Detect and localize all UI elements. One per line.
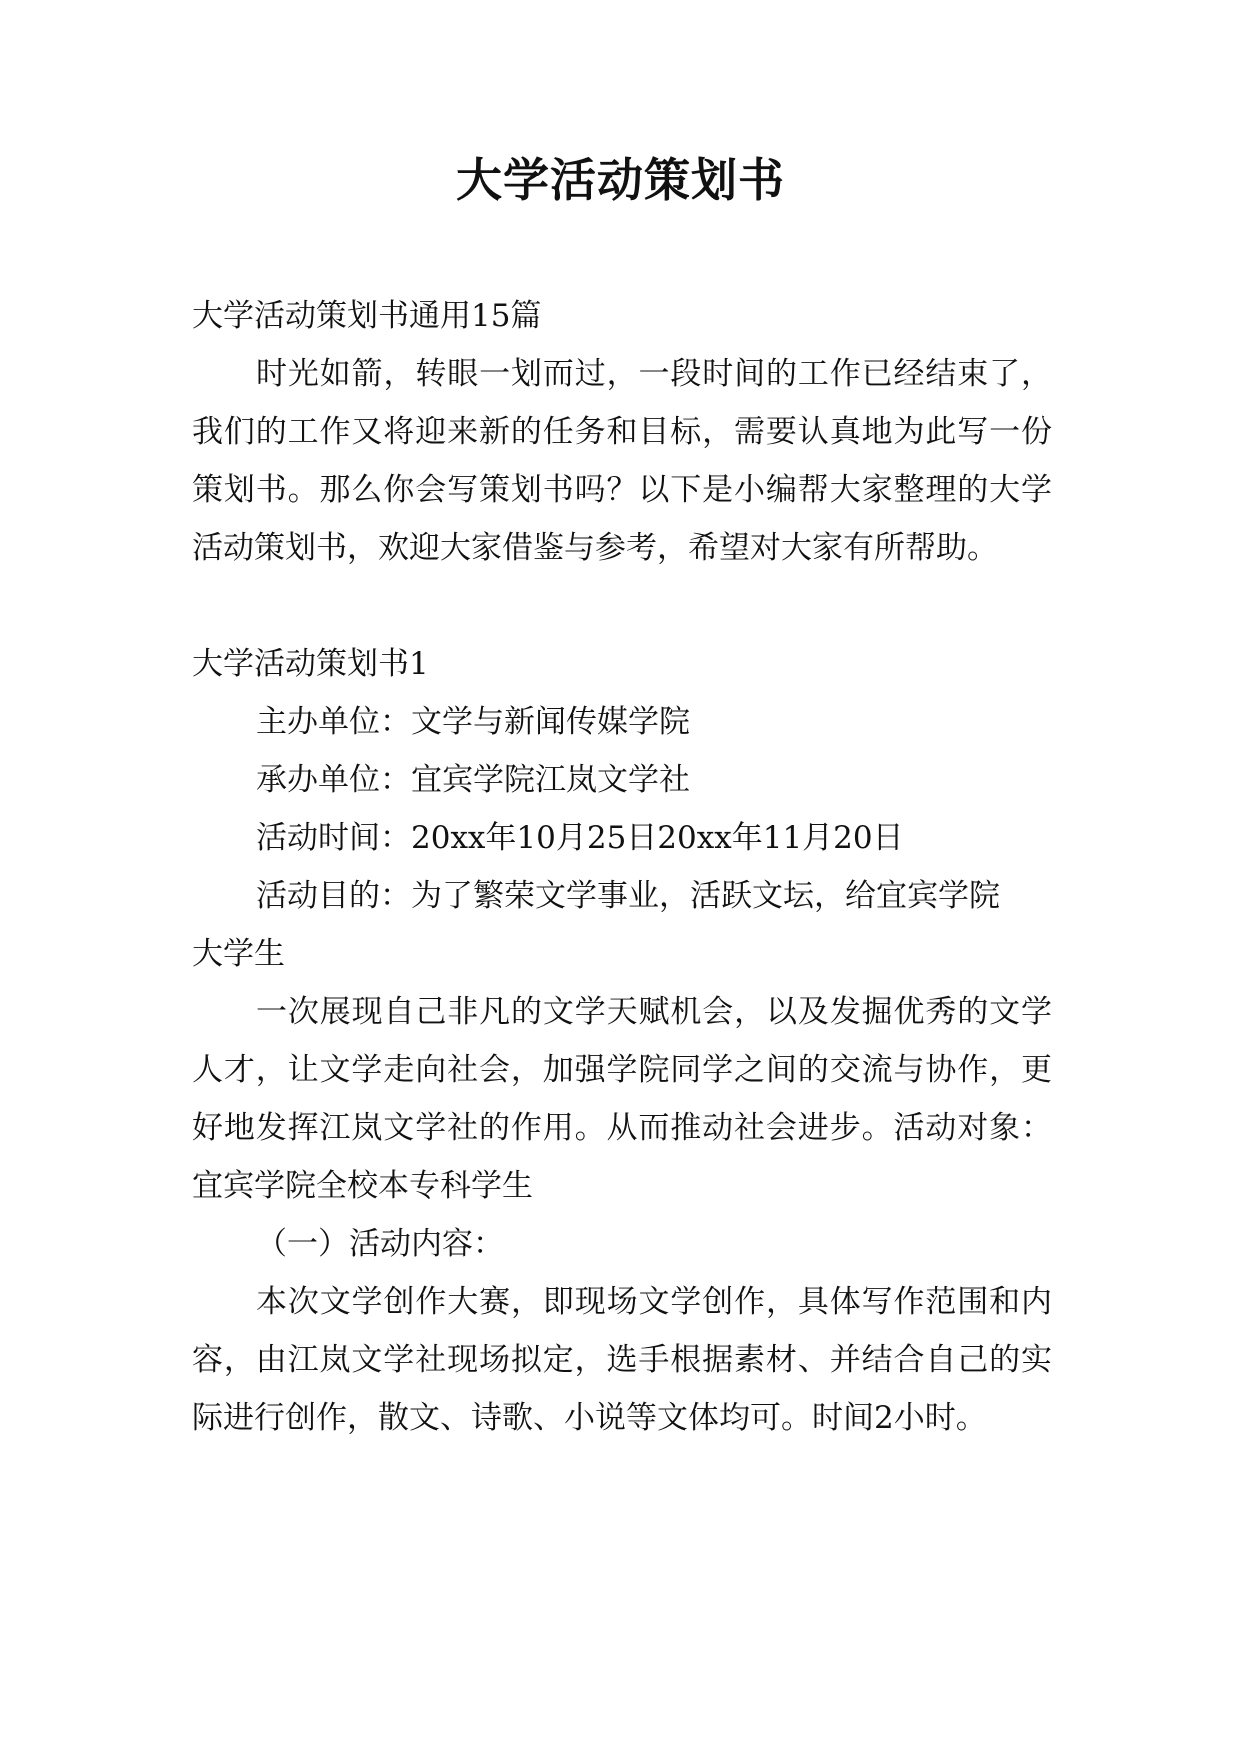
purpose-continuation: 大学生 <box>192 936 285 972</box>
organizer-line: 主办单位：文学与新闻传媒学院 <box>256 704 690 740</box>
purpose-line: 活动目的：为了繁荣文学事业，活跃文坛，给宜宾学院 <box>256 878 1000 914</box>
subtitle: 大学活动策划书通用15篇 <box>192 298 542 334</box>
content-heading: （一）活动内容： <box>256 1226 504 1262</box>
purpose-paragraph: 一次展现自己非凡的文学天赋机会，以及发掘优秀的文学人才，让文学走向社会，加强学院同学之间的交流与协作，更好地发挥江岚文学社的作用。从而推动社会进步。活动对象：宜宾学院全校本专科学生 <box>192 994 1052 1204</box>
section-heading: 大学活动策划书1 <box>192 646 429 682</box>
document-title: 大学活动策划书 <box>456 153 785 207</box>
document-body <box>192 287 1052 1447</box>
content-paragraph: 本次文学创作大赛，即现场文学创作，具体写作范围和内容，由江岚文学社现场拟定，选手根据素材、并结合自己的实际进行创作，散文、诗歌、小说等文体均可。时间2小时。 <box>192 1284 1052 1436</box>
co-organizer-line: 承办单位：宜宾学院江岚文学社 <box>256 762 690 798</box>
intro-paragraph: 时光如箭，转眼一划而过，一段时间的工作已经结束了，我们的工作又将迎来新的任务和目标，需要认真地为此写一份策划书。那么你会写策划书吗？以下是小编帮大家整理的大学活动策划书，欢迎大家借鉴与参考，希望对大家有所帮助。 <box>192 356 1052 566</box>
paragraph-gap <box>192 577 1052 635</box>
activity-time-line: 活动时间：20xx年10月25日20xx年11月20日 <box>256 820 904 856</box>
